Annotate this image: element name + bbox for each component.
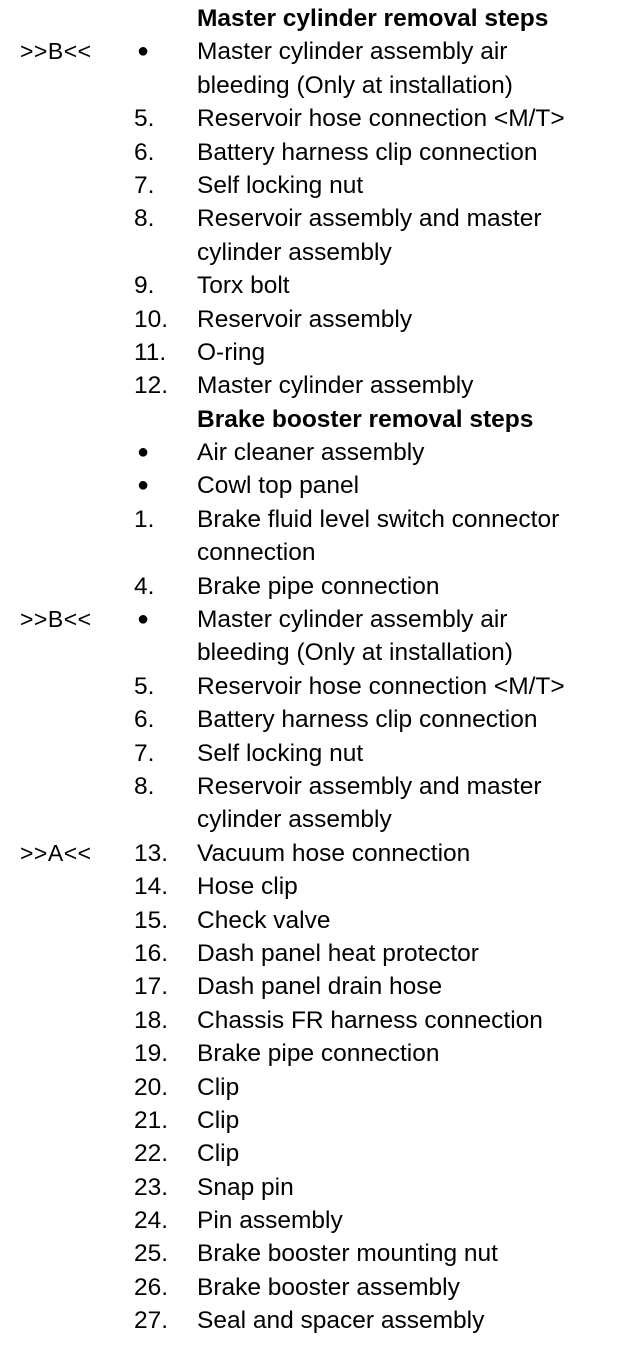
step-number: 5. — [134, 105, 155, 133]
step-row — [0, 369, 640, 402]
removal-steps-document — [0, 2, 640, 1338]
step-text: Reservoir hose connection <M/T> — [197, 105, 565, 133]
step-row — [0, 670, 640, 703]
step-text: Chassis FR harness connection — [197, 1006, 543, 1034]
step-number: 8. — [134, 772, 155, 800]
step-row — [0, 1271, 640, 1304]
step-number: 24. — [134, 1207, 169, 1235]
step-text: Reservoir hose connection <M/T> — [197, 672, 565, 700]
step-row — [0, 336, 640, 369]
step-row — [0, 436, 640, 469]
step-row — [0, 870, 640, 903]
section-heading-text: Master cylinder removal steps — [197, 5, 549, 32]
step-number: 6. — [134, 706, 155, 734]
step-number: 7. — [134, 171, 155, 199]
step-row — [0, 1137, 640, 1170]
step-text: Dash panel drain hose — [197, 973, 443, 1001]
step-text: Brake pipe connection — [197, 1040, 440, 1068]
step-text: Seal and spacer assembly — [197, 1307, 485, 1335]
step-row — [0, 503, 640, 536]
step-row — [0, 102, 640, 135]
step-number: 20. — [134, 1073, 169, 1101]
step-number: 12. — [134, 372, 169, 400]
step-row — [0, 603, 640, 636]
step-text: Self locking nut — [197, 171, 364, 199]
step-row-continuation — [0, 236, 640, 269]
step-number: 17. — [134, 973, 169, 1001]
step-text: Snap pin — [197, 1173, 294, 1201]
step-text: Reservoir assembly — [197, 305, 413, 333]
step-text: Master cylinder assembly air — [197, 606, 508, 634]
step-row-continuation — [0, 803, 640, 836]
step-text: Clip — [197, 1106, 240, 1134]
step-text: Master cylinder assembly — [197, 372, 474, 400]
step-row — [0, 169, 640, 202]
section-brake-booster — [0, 403, 640, 1338]
step-row — [0, 269, 640, 302]
procedure-reference-code: >>B<< — [20, 38, 92, 65]
step-number: 10. — [134, 305, 169, 333]
step-number: 6. — [134, 138, 155, 166]
step-row — [0, 1071, 640, 1104]
step-text: Cowl top panel — [197, 472, 360, 500]
step-text: Torx bolt — [197, 272, 290, 300]
step-text: Reservoir assembly and master — [197, 772, 542, 800]
step-text: Brake pipe connection — [197, 572, 440, 600]
step-number: 13. — [134, 839, 169, 867]
step-text: connection — [197, 539, 316, 567]
step-row — [0, 1237, 640, 1270]
step-text: Brake fluid level switch connector — [197, 505, 560, 533]
step-row — [0, 737, 640, 770]
step-row — [0, 136, 640, 169]
step-text: Brake booster mounting nut — [197, 1240, 498, 1268]
step-number: 15. — [134, 906, 169, 934]
step-number: 14. — [134, 873, 169, 901]
step-bullet: ● — [137, 608, 150, 631]
step-text: O-ring — [197, 338, 266, 366]
step-row-continuation — [0, 69, 640, 102]
step-row — [0, 904, 640, 937]
step-number: 26. — [134, 1273, 169, 1301]
step-row — [0, 837, 640, 870]
step-row — [0, 1171, 640, 1204]
step-text: Vacuum hose connection — [197, 839, 471, 867]
step-number: 27. — [134, 1307, 169, 1335]
section-master-cylinder — [0, 2, 640, 403]
step-number: 18. — [134, 1006, 169, 1034]
step-text: Reservoir assembly and master — [197, 205, 542, 233]
step-bullet: ● — [137, 441, 150, 464]
step-row — [0, 1037, 640, 1070]
procedure-reference-code: >>B<< — [20, 606, 92, 633]
step-bullet: ● — [137, 40, 150, 63]
step-number: 22. — [134, 1140, 169, 1168]
step-number: 11. — [134, 338, 167, 366]
step-row — [0, 1204, 640, 1237]
step-row — [0, 469, 640, 502]
step-number: 21. — [134, 1106, 169, 1134]
step-text: cylinder assembly — [197, 806, 392, 834]
step-text: Pin assembly — [197, 1207, 343, 1235]
step-text: Clip — [197, 1140, 240, 1168]
section-heading-text: Brake booster removal steps — [197, 405, 534, 433]
step-row — [0, 703, 640, 736]
step-row — [0, 570, 640, 603]
step-text: Dash panel heat protector — [197, 939, 479, 967]
step-row-continuation — [0, 636, 640, 669]
section-heading — [0, 2, 640, 35]
step-number: 9. — [134, 272, 155, 300]
step-text: bleeding (Only at installation) — [197, 639, 513, 667]
step-row — [0, 35, 640, 68]
step-number: 23. — [134, 1173, 169, 1201]
step-number: 7. — [134, 739, 155, 767]
step-number: 19. — [134, 1040, 169, 1068]
step-text: Battery harness clip connection — [197, 138, 538, 166]
step-row — [0, 202, 640, 235]
step-text: bleeding (Only at installation) — [197, 71, 513, 99]
step-row — [0, 1104, 640, 1137]
step-text: Battery harness clip connection — [197, 706, 538, 734]
step-bullet: ● — [137, 474, 150, 497]
step-number: 1. — [134, 505, 155, 533]
step-row — [0, 937, 640, 970]
step-number: 4. — [134, 572, 155, 600]
step-text: Check valve — [197, 906, 331, 934]
step-text: Hose clip — [197, 873, 298, 901]
procedure-reference-code: >>A<< — [20, 839, 92, 866]
step-text: Master cylinder assembly air — [197, 38, 508, 66]
step-text: Brake booster assembly — [197, 1273, 460, 1301]
section-heading — [0, 403, 640, 436]
step-text: Clip — [197, 1073, 240, 1101]
step-row — [0, 1004, 640, 1037]
step-row-continuation — [0, 536, 640, 569]
step-number: 5. — [134, 672, 155, 700]
step-number: 16. — [134, 939, 169, 967]
step-number: 8. — [134, 205, 155, 233]
step-row — [0, 970, 640, 1003]
step-row — [0, 1304, 640, 1337]
step-number: 25. — [134, 1240, 169, 1268]
step-text: Self locking nut — [197, 739, 364, 767]
step-row — [0, 770, 640, 803]
step-row — [0, 303, 640, 336]
step-text: Air cleaner assembly — [197, 439, 425, 467]
step-text: cylinder assembly — [197, 238, 392, 266]
